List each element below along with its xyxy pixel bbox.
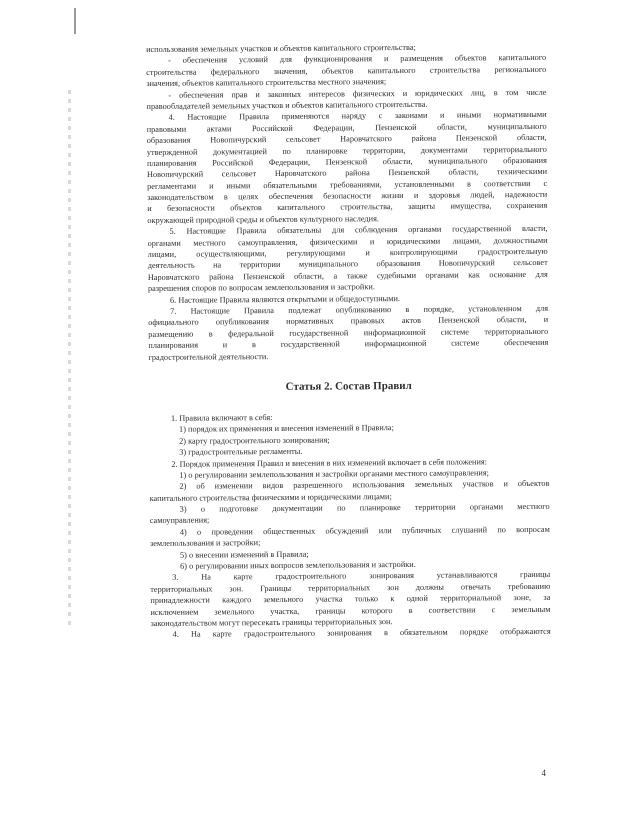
text-line: 6. Настоящие Правила являются открытыми и общедоступными.: [169, 293, 401, 305]
text-line: 6) о регулировании иных вопросов землепользования и застройки.: [180, 559, 416, 571]
text-line: официального опубликования нормативных правовых актов Пензенской области, и: [148, 315, 549, 328]
text-line: разрешения споров по вопросам землепользования и застройки.: [147, 282, 375, 294]
text-line: 4. На карте градостроительного зонирования в обязательном порядке отображаются: [172, 627, 551, 640]
text-line: деятельность на территории муниципального образования Новопичурский сельсовет: [147, 258, 548, 271]
text-line: 2. Порядок применения Правил и внесения в них изменений включает в себя положения:: [171, 456, 488, 469]
text-line: строительства федерального значения, объектов капитального строительства регионального: [146, 64, 547, 77]
text-line: исключением земельного участка, границы которого в соответствии с земельным: [150, 604, 551, 617]
text-line: правовыми актами Российской Федерации, Пензенской области, муниципального: [146, 121, 547, 134]
text-line: 7. Настоящие Правила подлежат опубликованию в порядке, установленном для: [170, 303, 549, 316]
text-line: 3) о подготовке документации по планировке территории органами местного: [179, 501, 550, 514]
text-line: 1. Правила включают в себя:: [170, 412, 273, 423]
text-line: 1) порядок их применения и внесения изменений в Правила;: [178, 423, 394, 435]
text-line: использования земельных участков и объектов капитального строительства;: [146, 42, 416, 54]
text-line: принадлежности каждого земельного участка только к одной территориальной зоне, за: [150, 593, 551, 606]
text-block-after-title: [149, 410, 551, 641]
text-line: - обеспечения условий для функционирования и размещения объектов капитального: [168, 53, 547, 66]
text-line: 2) карту градостроительного зонирования;: [179, 435, 330, 446]
text-line: и безопасности объектов капитального строительства, защиты имущества, сохранения: [147, 201, 548, 214]
text-line: 3) градостроительные регламенты.: [179, 446, 303, 457]
text-line: органами местного самоуправления, физическими и юридическими лицами, должностными: [147, 235, 548, 248]
text-line: землепользования и застройки;: [149, 538, 261, 549]
text-line: 5) о внесении изменений в Правила;: [179, 549, 309, 560]
text-line: планирования и в государственной информационной системе обеспечения: [148, 338, 549, 351]
text-line: градостроительной деятельности.: [148, 351, 269, 362]
scan-edge-shadow: [68, 90, 71, 630]
text-line: капитального строительства физическими и юридическими лицами;: [149, 491, 392, 503]
page-number: 4: [541, 768, 546, 778]
text-line: образования Новопичурский сельсовет Наровчатского района Пензенской области,: [146, 132, 547, 146]
text-line: 5. Настоящие Правила обязательны для соблюдения органами государственной власти,: [169, 224, 548, 237]
document-page: [146, 41, 551, 641]
text-line: законодательством могут пересекать границы территориальных зон.: [150, 617, 393, 628]
text-line: - обеспечения прав и законных интересов физических и юридических лиц, в том числе: [168, 87, 547, 100]
text-line: самоуправления;: [149, 515, 210, 526]
text-line: территориальных зон. Границы территориальных зон должны отвечать требованию: [150, 581, 551, 594]
text-line: правообладателей земельных участков и объектов капитального строительства.: [146, 99, 428, 111]
text-line: планирования Российской Федерации, Пензенской области, муниципального образования: [146, 155, 547, 168]
text-line: 2) об изменении видов разрешенного использования земельных участков и объектов: [179, 479, 550, 492]
scan-mark: [74, 8, 76, 34]
text-line: утвержденной документацией по планировке территории, документами территориального: [146, 144, 547, 157]
section-title: Статья 2. Состав Правил: [285, 379, 412, 393]
text-block-before-title: [146, 41, 548, 363]
text-line: 3. На карте градостроительного зонирования устанавливаются границы: [172, 570, 551, 583]
text-line: лицами, осуществляющими, регулирующими и контролирующими градостроительную: [147, 246, 548, 260]
text-line: размещению в федеральной государственной информационной системе территориального: [148, 326, 549, 339]
text-line: Наровчатского района Пензенской области, а также судебными органами как основание для: [147, 269, 548, 282]
text-line: 1) о регулировании землепользования и застройки органами местного самоуправления;: [179, 468, 489, 480]
text-line: окружающей природной среды и объектов культурного наследия.: [147, 214, 379, 225]
text-line: значения, объектов капитального строительства местного значения;: [146, 77, 387, 89]
text-line: Новопичурский сельсовет Наровчатского района Пензенской области, техническими: [146, 167, 548, 180]
text-line: законодательством в целях обеспечения безопасности жизни и здоровья людей, надежности: [147, 189, 548, 203]
text-line: регламентами и иными обязательными требованиями, установленными в соответствии с: [147, 178, 548, 191]
text-line: 4. Настоящие Правила применяются наряду с законами и иными нормативными: [168, 110, 547, 123]
text-line: 4) о проведении общественных обсуждений или публичных слушаний по вопросам: [179, 524, 550, 537]
